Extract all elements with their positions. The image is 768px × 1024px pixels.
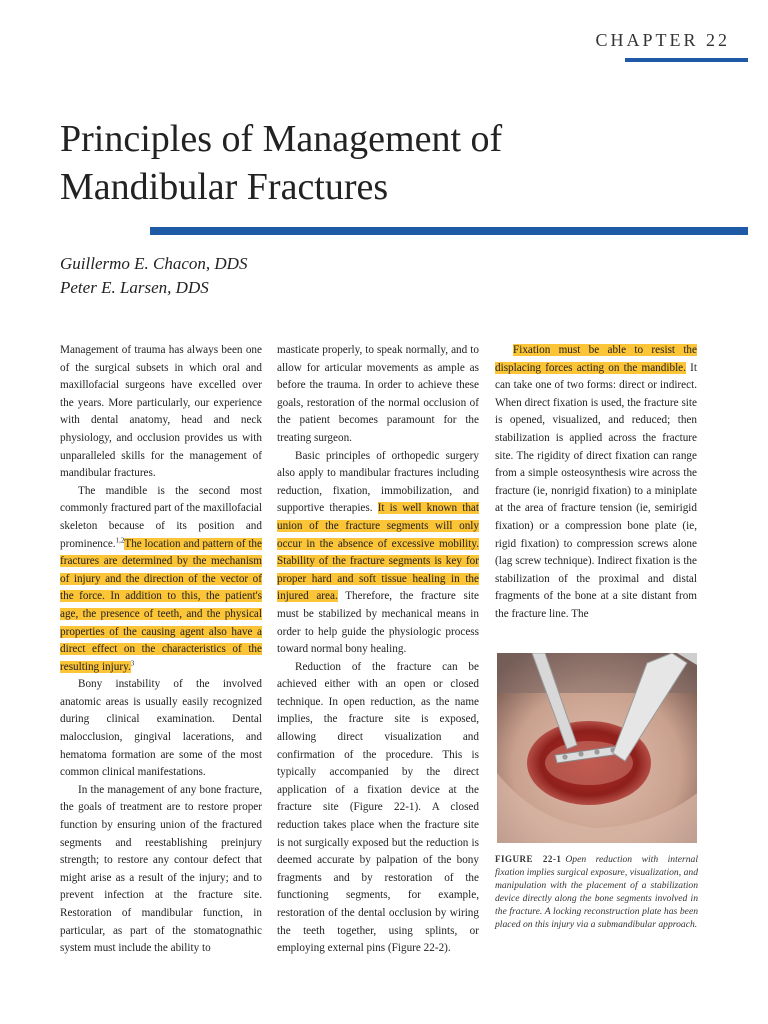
paragraph <box>495 342 697 624</box>
title-line-2: Mandibular Fractures <box>60 166 389 208</box>
paragraph <box>277 448 479 659</box>
paragraph: Bony instability of the involved anatomic areas is usually easily recognized during clinical examination. Dental malocclusion, gingival lacerations, and hematoma formation are some of the most common clinical manifestations. <box>60 678 262 779</box>
citation-ref: 1,2 <box>115 535 125 544</box>
text-column-1 <box>60 342 262 958</box>
surgical-photo-illustration <box>497 653 697 843</box>
chapter-label: CHAPTER 22 <box>595 30 730 50</box>
author-name: Guillermo E. Chacon, DDS <box>60 254 248 273</box>
chapter-rule <box>625 58 748 62</box>
highlighted-text: It is well known that union of the fracture segments will only occur in the absence of excessive mobility. Stability of the fracture segments is key for proper hard and soft tissue healing in the injured area. <box>277 502 479 603</box>
figure-22-1-photo <box>497 653 697 843</box>
citation-ref: 3 <box>130 658 135 667</box>
text-column-3 <box>495 342 697 624</box>
paragraph: In the management of any bone fracture, the goals of treatment are to restore proper function by ensuring union of the fractured segments and reestablishing preinjury strength; to restore any contour defect that might arise as a result of the injury; and to prevent infection at the fracture site. Restoration of mandibular function, in particular, as part of the stomatognathic system must include the ability to <box>60 783 262 955</box>
page-title <box>60 115 620 211</box>
text-run: The mandible is the second most commonly fractured part of the maxillofacial skeleton because of its position and prominence. <box>60 484 262 550</box>
caption-text: Open reduction with internal fixation implies surgical exposure, visualization, and manipulation with the placement of a stabilization device directly along the bone segments involved in the fracture. A locking reconstruction plate has been placed on this injury via a submandibular approach. <box>495 854 699 930</box>
paragraph: Management of trauma has always been one of the surgical subsets in which oral and maxillofacial surgeons have excelled over the years. More particularly, our experience with dental anatomy, head and neck physiology, and occlusion provides us with unparalleled skills for the management of mandibular fractures. <box>60 344 262 480</box>
figure-caption <box>495 853 698 931</box>
text-run: Basic principles of orthopedic surgery also apply to mandibular fractures including reduction, fixation, immobilization, and supportive therapies. <box>277 449 479 515</box>
figure-label: FIGURE 22-1 <box>495 854 562 864</box>
text-column-2 <box>277 342 479 958</box>
text-run: Therefore, the fracture site must be stabilized by mechanical means in order to help guide the physiologic process toward normal bony healing. <box>277 590 479 656</box>
paragraph: Reduction of the fracture can be achieved either with an open or closed technique. In open reduction, as the name implies, the fracture site is exposed, allowing direct visualization and confirmation of the procedure. This is typically accompanied by the direct application of a fixation device at the fracture site (Figure 22-1). A closed reduction takes place when the fracture site is not surgically exposed but the reduction is deemed accurate by palpation of the bony fragments and by restoration of the functioning segments, for example, restoration of the dental occlusion by wiring the teeth together, using splints, or employing external pins (Figure 22-2). <box>277 660 479 955</box>
paragraph: masticate properly, to speak normally, and to allow for articular movements as ample as before the trauma. In order to achieve these goals, restoration of the normal occlusion of the patient becomes paramount for the treating surgeon. <box>277 344 479 444</box>
highlighted-text: Fixation must be able to resist the displacing forces acting on the mandible. <box>495 344 697 374</box>
title-rule <box>150 227 748 235</box>
highlighted-text: The location and pattern of the fractures are determined by the mechanism of injury and the direction of the vector of the force. In addition to this, the patient's age, the presence of teeth, and the physical properties of the causing agent also have a direct effect on the characteristics of the resulting injury. <box>60 537 262 673</box>
author-name: Peter E. Larsen, DDS <box>60 278 209 297</box>
author-list <box>60 252 247 300</box>
text-run: It can take one of two forms: direct or indirect. When direct fixation is used, the fracture site is opened, visualized, and reduced; then stabilization is applied across the fracture site. The rigidity of direct fixation can range from a simple osteosynthesis wire across the fracture (ie, nonrigid fixation) to a miniplate at the area of fracture tension (ie, semirigid fixation) or a compression bone plate (ie, rigid fixation) to compression screws alone (lag screw technique). Indirect fixation is the stabilization of the proximal and distal fragments of the bone at a site distant from the fracture line. The <box>495 361 697 620</box>
paragraph <box>60 483 262 677</box>
title-line-1: Principles of Management of <box>60 118 503 160</box>
